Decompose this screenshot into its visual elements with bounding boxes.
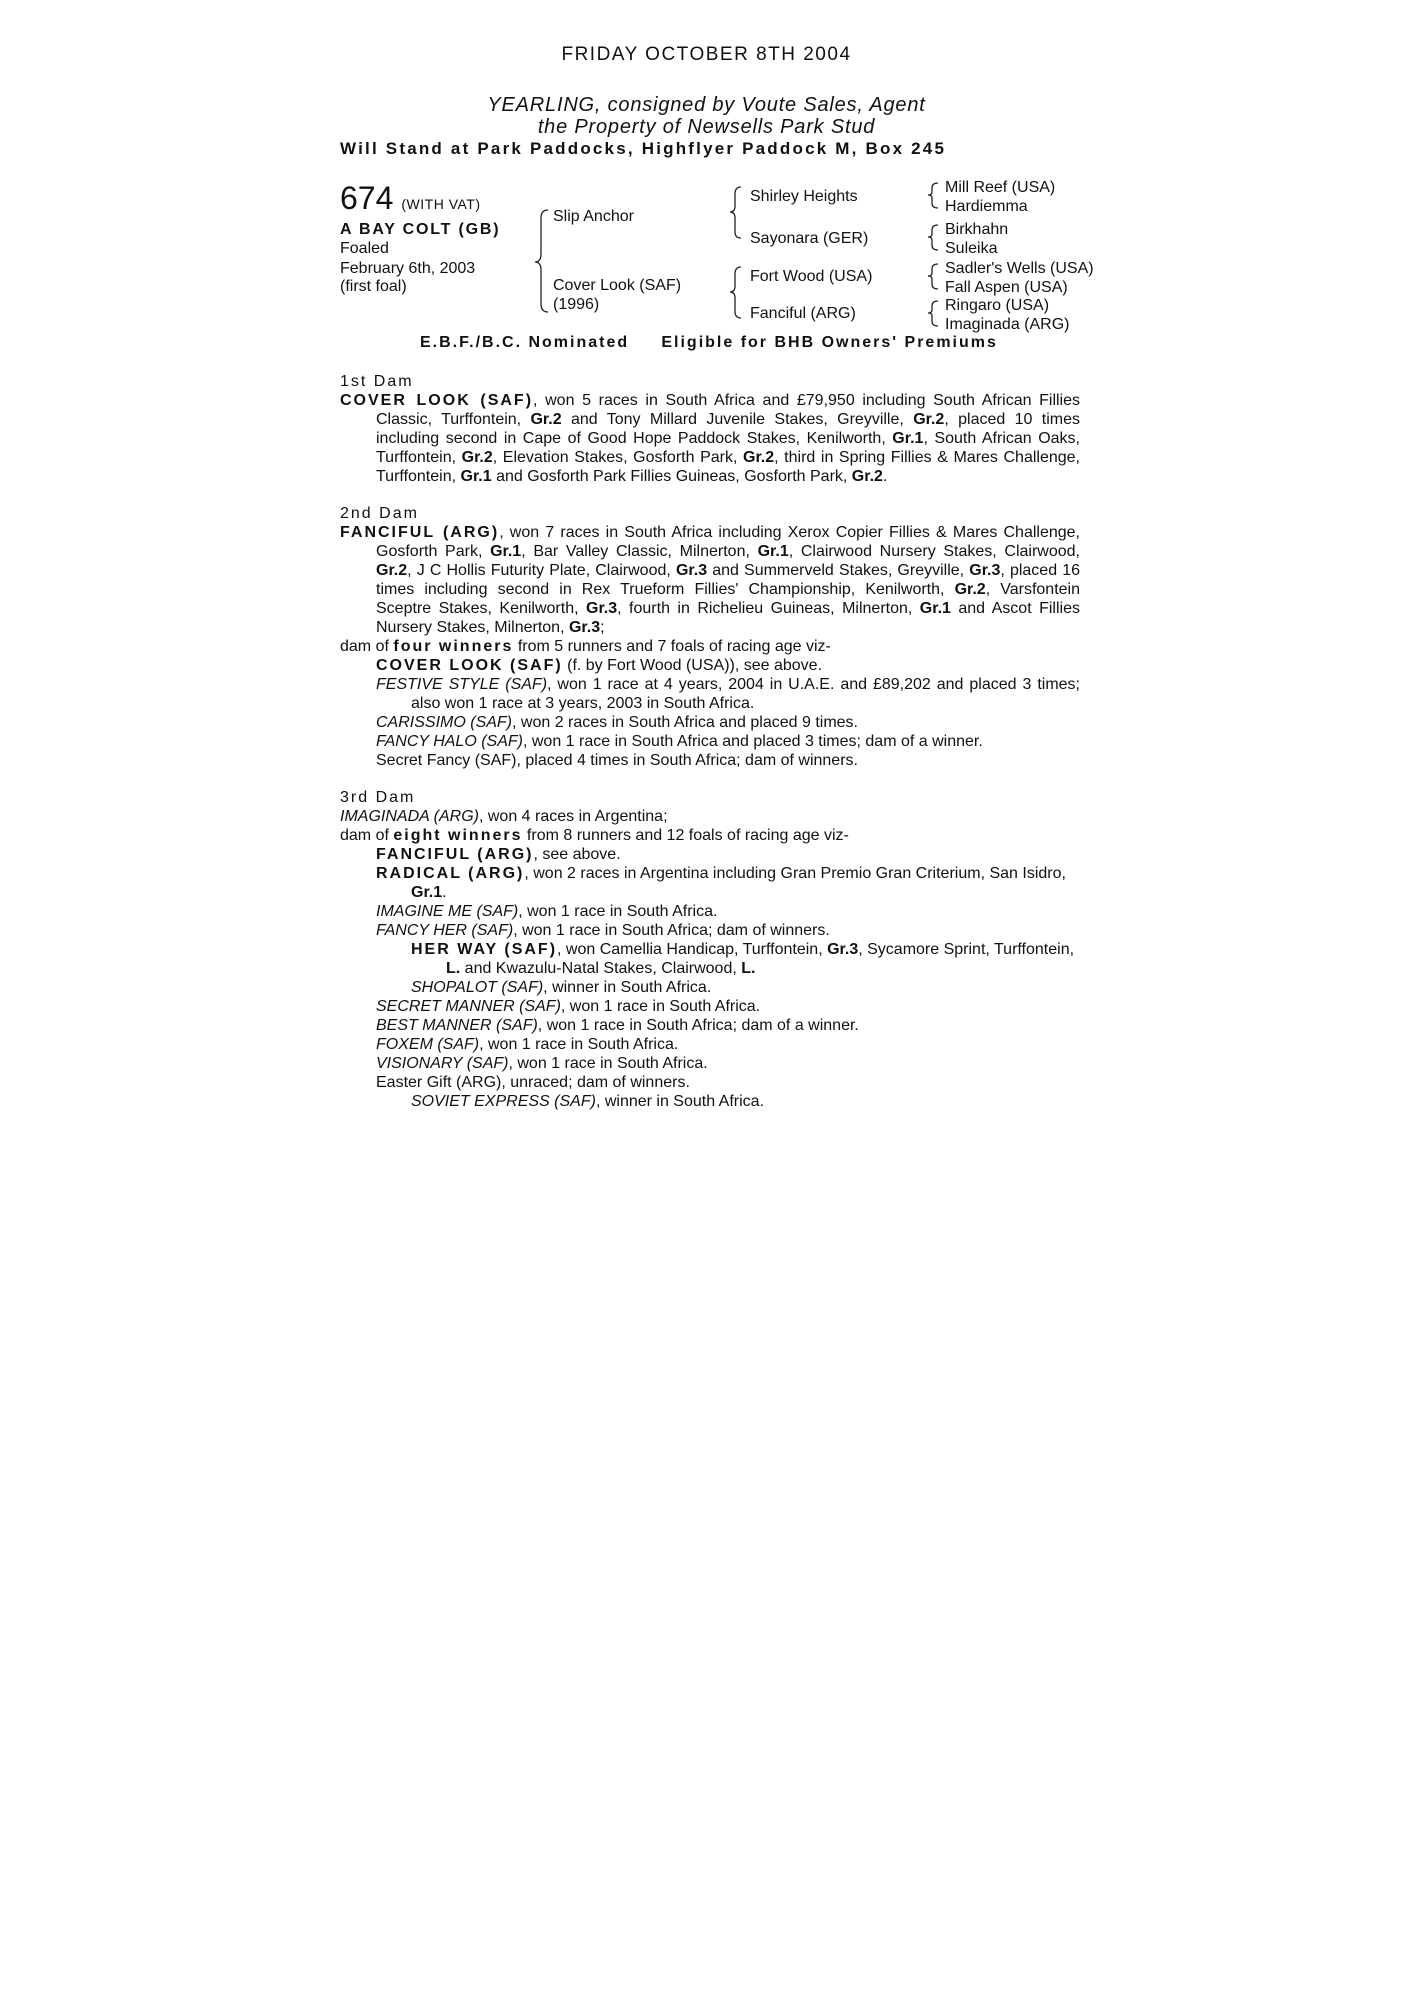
foaled-label: Foaled [340, 240, 389, 257]
produce-item: FANCY HER (SAF), won 1 race in South Africa; dam of winners. [376, 922, 830, 939]
dam-year: (1996) [553, 296, 600, 313]
produce-item: COVER LOOK (SAF) (f. by Fort Wood (USA)), see above. [376, 657, 823, 674]
produce-item: IMAGINE ME (SAF), won 1 race in South Africa. [376, 903, 718, 920]
sds: Birkhahn [945, 221, 1009, 238]
ssd: Hardiemma [945, 198, 1028, 215]
vat-note: (WITH VAT) [401, 196, 481, 212]
third-dam-record: IMAGINADA (ARG), won 4 races in Argentina; [340, 808, 668, 825]
produce-item: FOXEM (SAF), won 1 race in South Africa. [376, 1036, 679, 1053]
sire-sire: Shirley Heights [750, 188, 858, 205]
sdd: Suleika [945, 240, 998, 257]
dsd: Fall Aspen (USA) [945, 279, 1068, 296]
produce-item: VISIONARY (SAF), won 1 race in South Africa. [376, 1055, 708, 1072]
dam-of-line: dam of eight winners from 8 runners and 12 foals of racing age viz- [340, 827, 849, 844]
produce-item: FANCIFUL (ARG), see above. [376, 846, 621, 863]
foal-note: (first foal) [340, 278, 407, 295]
sale-date: FRIDAY OCTOBER 8TH 2004 [561, 44, 852, 65]
section-heading: 3rd Dam [340, 789, 416, 806]
pedigree-braces [0, 0, 1413, 340]
produce-item: FANCY HALO (SAF), won 1 race in South Africa and placed 3 times; dam of a winner. [376, 733, 983, 750]
first-dam-section [340, 372, 1080, 486]
property-line: the Property of Newsells Park Stud [537, 116, 876, 138]
consignor-line: YEARLING, consigned by Voute Sales, Agent [487, 94, 926, 116]
lot-description: A BAY COLT (GB) [340, 221, 501, 238]
dds: Ringaro (USA) [945, 297, 1050, 314]
dam-sire: Fort Wood (USA) [750, 268, 873, 285]
stand-location: Will Stand at Park Paddocks, Highflyer Paddock M, Box 245 [340, 139, 947, 158]
dss: Sadler's Wells (USA) [945, 260, 1094, 277]
produce-item: RADICAL (ARG), won 2 races in Argentina including Gran Premio Gran Criterium, San Isidro, Gr.1. [376, 865, 1066, 901]
produce-item: CARISSIMO (SAF), won 2 races in South Africa and placed 9 times. [376, 714, 858, 731]
produce-sub-item: SHOPALOT (SAF), winner in South Africa. [411, 979, 712, 996]
section-heading: 1st Dam [340, 373, 414, 390]
produce-sub-item: SOVIET EXPRESS (SAF), winner in South Africa. [411, 1093, 765, 1110]
produce-sub-item: HER WAY (SAF), won Camellia Handicap, Turffontein, Gr.3, Sycamore Sprint, Turffontein, L. and Kwazulu-Natal Stakes, Clairwood, L. [411, 941, 1075, 977]
produce-item: SECRET MANNER (SAF), won 1 race in South Africa. [376, 998, 761, 1015]
second-dam-record: FANCIFUL (ARG), won 7 races in South Africa including Xerox Copier Fillies & Mares Challenge, Gosforth Park, Gr.1, Bar Valley Classic, Milnerton, Gr.1, Clairwood Nursery Stakes, Clairwood, Gr.2, J C Hollis Futurity Plate, Clairwood, Gr.3 and Summerveld Stakes, Greyville, Gr.3, placed 16 times including second in Rex Trueform Fillies' Championship, Kenilworth, Gr.2, Varsfontein Sceptre Stakes, Kenilworth, Gr.3, fourth in Richelieu Guineas, Milnerton, Gr.1 and Ascot Fillies Nursery Stakes, Milnerton, Gr.3; [340, 524, 1081, 636]
lot-number: 674 [340, 180, 394, 216]
dam-dam: Fanciful (ARG) [750, 305, 856, 322]
sire-dam: Sayonara (GER) [750, 230, 869, 247]
second-dam-section [340, 504, 1080, 770]
produce-item: Easter Gift (ARG), unraced; dam of winners. [376, 1074, 690, 1091]
nominations: E.B.F./B.C. Nominated Eligible for BHB Owners' Premiums [420, 334, 998, 351]
foaled-date: February 6th, 2003 [340, 260, 476, 277]
ddd: Imaginada (ARG) [945, 316, 1070, 333]
dam-produce-record [340, 372, 1080, 1111]
sire: Slip Anchor [553, 208, 634, 225]
produce-item: BEST MANNER (SAF), won 1 race in South Africa; dam of a winner. [376, 1017, 859, 1034]
produce-item: Secret Fancy (SAF), placed 4 times in South Africa; dam of winners. [376, 752, 858, 769]
first-dam-record: COVER LOOK (SAF), won 5 races in South Africa and £79,950 including South African Fillies Classic, Turffontein, Gr.2 and Tony Millard Juvenile Stakes, Greyville, Gr.2, placed 10 times including second in Cape of Good Hope Paddock Stakes, Kenilworth, Gr.1, South African Oaks, Turffontein, Gr.2, Elevation Stakes, Gosforth Park, Gr.2, third in Spring Fillies & Mares Challenge, Turffontein, Gr.1 and Gosforth Park Fillies Guineas, Gosforth Park, Gr.2. [340, 392, 1081, 485]
dam: Cover Look (SAF) [553, 277, 682, 294]
dam-of-line: dam of four winners from 5 runners and 7 foals of racing age viz- [340, 638, 831, 655]
sss: Mill Reef (USA) [945, 179, 1056, 196]
section-heading: 2nd Dam [340, 505, 419, 522]
produce-item: FESTIVE STYLE (SAF), won 1 race at 4 years, 2004 in U.A.E. and £89,202 and placed 3 times; also won 1 race at 3 years, 2003 in South Africa. [376, 676, 1081, 712]
third-dam-section [340, 788, 1080, 1111]
